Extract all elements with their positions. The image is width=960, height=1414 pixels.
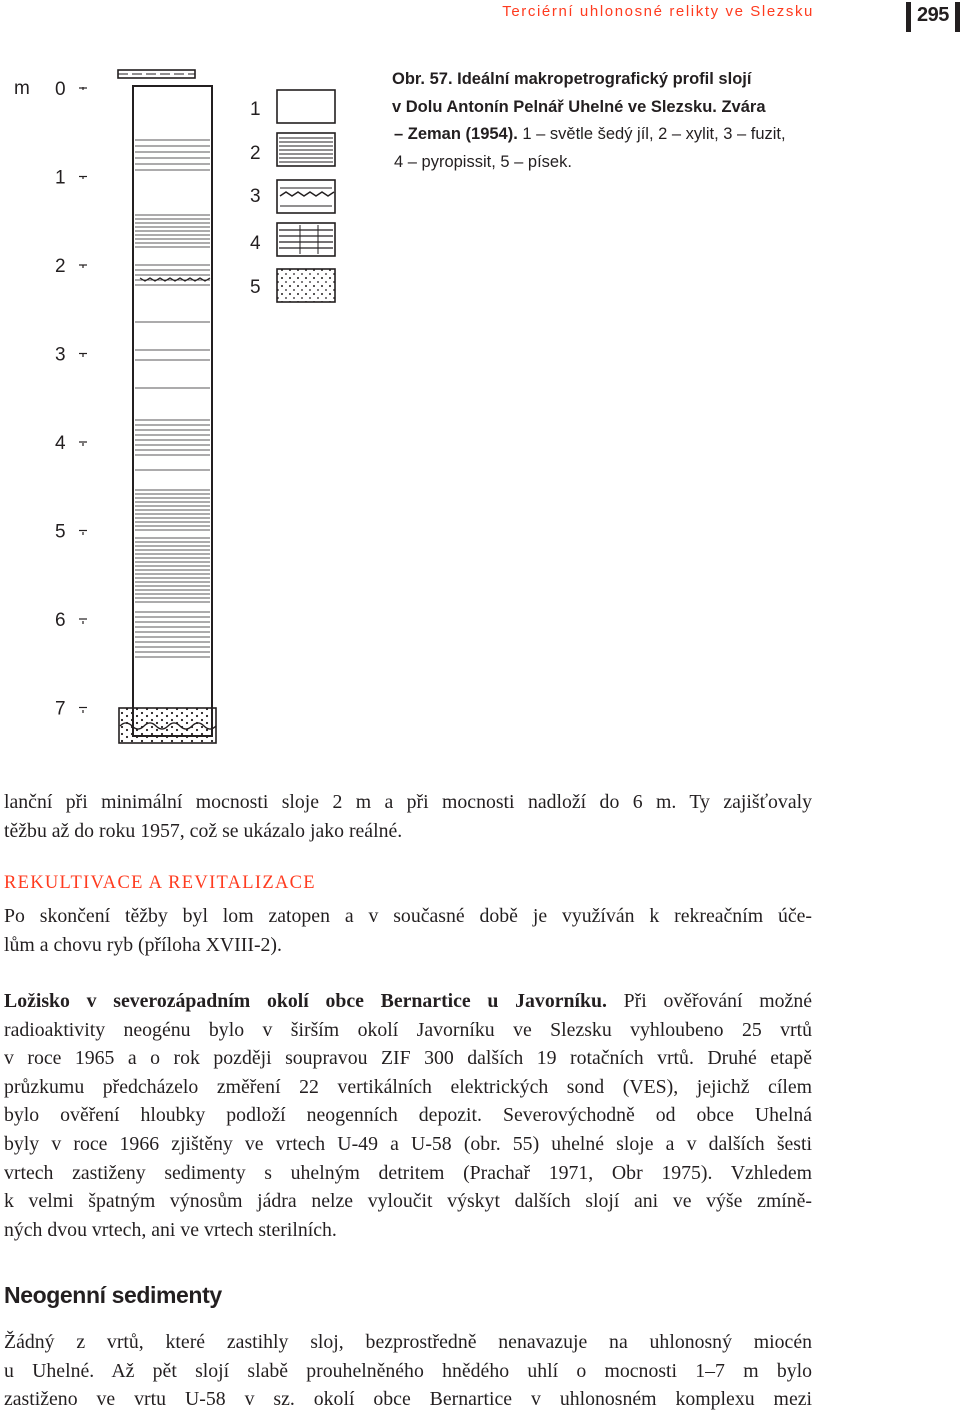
legend-box-sand — [277, 269, 335, 302]
axis-tick-label: 4 — [55, 433, 66, 454]
legend-box-clay — [277, 90, 335, 123]
text-line: byly v roce 1966 zjištěny ve vrtech U-49 a U-58 (obr. 55) uhelné sloje a v dalších šesti — [4, 1132, 812, 1155]
legend-number: 2 — [250, 143, 261, 164]
basal-sand-layer — [119, 708, 216, 743]
caption-line: Obr. 57. Ideální makropetrografický profil slojí — [392, 70, 752, 88]
running-header-title: Terciérní uhlonosné relikty ve Slezsku — [502, 3, 814, 20]
strata-lines — [135, 140, 210, 657]
text-line: radioaktivity neogénu bylo v širším okolí Javorníku ve Slezsku vyhloubeno 25 vrtů — [4, 1018, 812, 1041]
paragraph-1 — [4, 788, 812, 845]
text-line: v roce 1965 a o rok později soupravou ZIF 300 dalších 19 rotačních vrtů. Druhé etapě — [4, 1047, 812, 1070]
legend-box-pyropissite — [277, 223, 335, 256]
lithology-legend — [250, 99, 261, 298]
text-line: Ložisko v severozápadním okolí obce Bernartice u Javorníku. Při ověřování možné — [4, 990, 812, 1012]
text-line: těžbu až do roku 1957, což se ukázalo jako reálné. — [4, 819, 403, 842]
caption-line: 4 – pyropissit, 5 – písek. — [394, 152, 572, 171]
profile-column-outline — [133, 86, 212, 736]
profile-figure — [0, 60, 380, 750]
axis-tick-label: 7 — [55, 698, 66, 720]
page-number-right-bar — [955, 2, 960, 32]
legend-box-fusite — [277, 180, 335, 213]
axis-tick-label: 1 — [55, 167, 66, 189]
page-number-left-bar — [906, 2, 911, 32]
section-heading: Neogenní sedimenty — [4, 1282, 222, 1308]
text-line: Žádný z vrtů, které zastihly sloj, bezprostředně nenavazuje na uhlonosný miocén — [4, 1331, 812, 1353]
axis-tick-label: 2 — [55, 256, 66, 277]
paragraph-3 — [4, 987, 812, 1244]
axis-tick-label: 5 — [55, 521, 66, 543]
text-line: u Uhelné. Až pět slojí slabě prouhelněného hnědého uhlí o mocnosti 1–7 m bylo — [4, 1359, 812, 1382]
text-line: zastiženo ve vrtu U-58 v sz. okolí obce Bernartice v uhlonosném komplexu mezi — [4, 1388, 812, 1411]
text-line: bylo ověření hloubky podloží neogenních depozit. Severovýchodně od obce Uhelná — [4, 1104, 812, 1127]
depth-axis — [55, 79, 87, 720]
text-line: Po skončení těžby byl lom zatopen a v současné době je využíván k rekreačním úče- — [4, 905, 812, 927]
paragraph-lead: Ložisko v severozápadním okolí obce Bernartice u Javorníku. — [4, 990, 607, 1012]
text-line: vrtech zastiženy sedimenty s uhelným detritem (Prachař 1971, Obr 1975). Vzhledem — [4, 1161, 812, 1184]
caption-line: – Zeman (1954). 1 – světle šedý jíl, 2 – xylit, 3 – fuzit, — [394, 125, 786, 143]
legend-number: 3 — [250, 186, 261, 207]
axis-unit: m — [14, 78, 30, 99]
page-number: 295 — [917, 4, 949, 26]
text-line: ných dvou vrtech, ani ve vrtech sterilních. — [4, 1218, 337, 1241]
paragraph-4 — [4, 1328, 812, 1414]
text-line: lanční při minimální mocnosti sloje 2 m a při mocnosti nadloží do 6 m. Ty zajišťovaly — [4, 791, 812, 813]
paragraph-2 — [4, 902, 812, 959]
legend-box-xylite — [277, 133, 335, 166]
axis-tick-label: 3 — [55, 344, 66, 366]
text-line: k velmi špatným výnosům jádra nelze vyloučit výskyt dalších slojí ani ve výše zmíně- — [4, 1190, 812, 1213]
page-number-box — [906, 0, 960, 35]
axis-tick-label: 6 — [55, 610, 66, 631]
legend-number: 4 — [250, 233, 261, 254]
subheading-rekultivace: REKULTIVACE A REVITALIZACE — [4, 873, 316, 893]
caption-line: v Dolu Antonín Pelnář Uhelné ve Slezsku. Zvára — [392, 97, 766, 116]
text-line: průzkumu předcházelo změření 22 vertikálních elektrických sond (VES), jejichž cílem — [4, 1075, 812, 1098]
legend-number: 1 — [250, 99, 261, 120]
text-line: lům a chovu ryb (příloha XVIII-2). — [4, 933, 282, 956]
legend-number: 5 — [250, 277, 261, 298]
figure-caption — [392, 66, 792, 176]
axis-tick-label: 0 — [55, 79, 66, 100]
